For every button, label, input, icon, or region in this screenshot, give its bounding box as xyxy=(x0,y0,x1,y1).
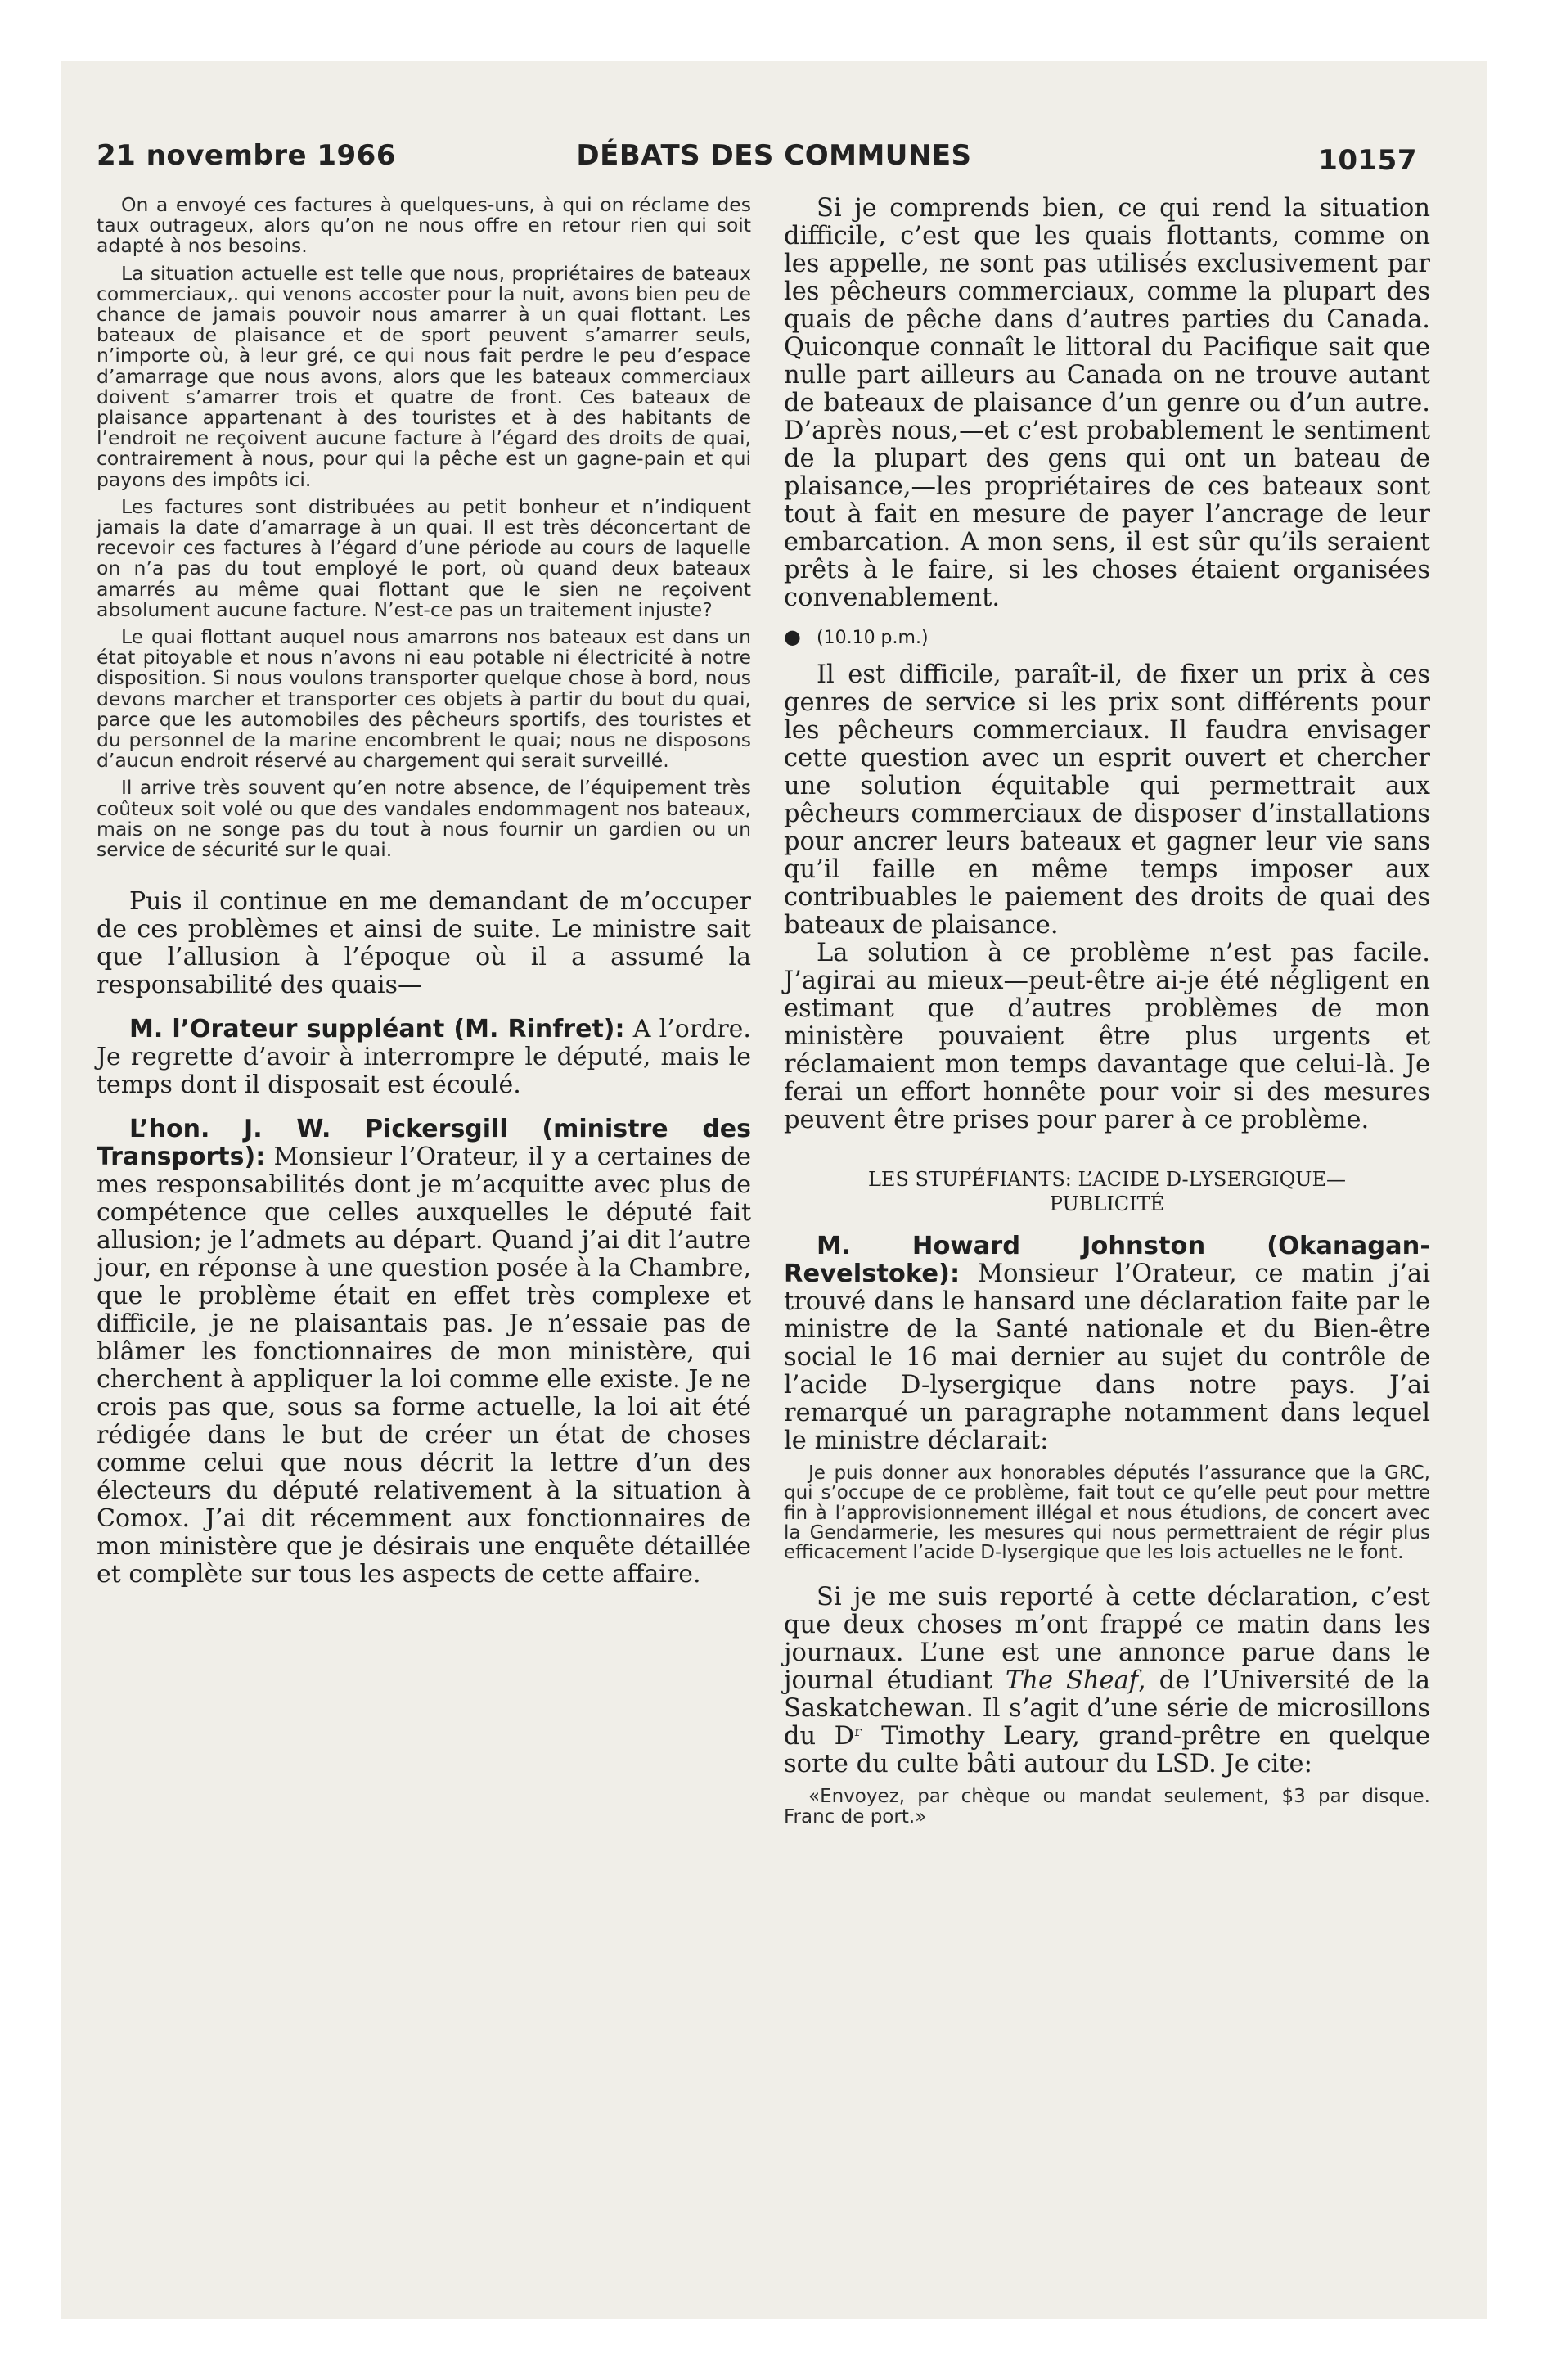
paragraph-orateur xyxy=(97,1016,751,1099)
header-title: DÉBATS DES COMMUNES xyxy=(576,139,972,172)
minister-quote: Je puis donner aux honorables députés l’assurance que la GRC, qui s’occupe de ce problème, fait tout ce qu’elle peut pour mettre fin à l’approvisionnement illégal et nous étudions, de concert avec la Gendarmerie, les mesures qui nous permettraient de régir plus efficacement l’acide D-lysergique que les lois actuelles ne le font. xyxy=(784,1463,1430,1564)
left-column xyxy=(97,195,751,1589)
section-heading-line1: LES STUPÉFIANTS: L’ACIDE D-LYSERGIQUE— xyxy=(867,1168,1347,1191)
advertisement-quote: «Envoyez, par chèque ou mandat seulement, $3 par disque. Franc de port.» xyxy=(784,1786,1430,1828)
bullet-icon: ● xyxy=(784,625,801,648)
section-heading xyxy=(784,1167,1430,1216)
speaker-pickersgill: L’hon. J. W. Pickersgill (ministre des Transports): xyxy=(97,1115,751,1172)
para-4-before: Si je me suis reporté à cette déclaration, c’est que deux choses m’ont frappé ce matin dans les journaux. L’une est une annonce parue dans le journal étudiant xyxy=(784,1583,1430,1696)
speaker-johnston: M. Howard Johnston (Okanagan-Revelstoke): xyxy=(784,1232,1430,1288)
quoted-letter-paragraph-1: On a envoyé ces factures à quelques-uns, à qui on réclame des taux outrageux, alors qu’on ne nous offre en retour rien qui soit adapté à nos besoins. xyxy=(97,193,751,258)
quoted-letter-paragraph-5: Il arrive très souvent qu’en notre absence, de l’équipement très coûteux soit volé ou que des vandales endommagent nos bateaux, mais on ne songe pas du tout à nous fournir un gardien ou un service de sécurité sur le quai. xyxy=(97,776,751,862)
right-column xyxy=(784,195,1430,1827)
timestamp-line xyxy=(784,625,1430,648)
paragraph-pickersgill xyxy=(97,1116,751,1589)
paragraph-right-4 xyxy=(784,1584,1430,1778)
header-date: 21 novembre 1966 xyxy=(97,139,396,172)
quoted-letter-paragraph-2: La situation actuelle est telle que nous, propriétaires de bateaux commerciaux,. qui venons accoster pour la nuit, avons bien peu de chance de jamais pouvoir nous amarrer à un quai flottant. Les bateaux de plaisance et de sport peuvent s’amarrer seuls, n’importe où, à leur gré, ce qui nous fait perdre le peu d’espace d’amarrage que nous avons, alors que les bateaux commerciaux doivent s’amarrer trois et quatre de front. Ces bateaux de plaisance appartenant à des touristes et à des habitants de l’endroit ne reçoivent aucune facture à l’égard des droits de quai, contrairement à nous, pour qui la pêche est un gagne-pain et qui payons des impôts ici. xyxy=(97,261,751,491)
pickersgill-text: Monsieur l’Orateur, il y a certaines de mes responsabilités dont je m’acquitte avec plus de compétence que celles auxquelles le député fait allusion; je l’admets au départ. Quand j’ai dit l’autre jour, en réponse à une question posée à la Chambre, que le problème était en effet très complexe et difficile, je ne plaisantais pas. Je n’essaie pas de blâmer les fonctionnaires de mon ministère, qui cherchent à appliquer la loi comme elle existe. Je ne crois pas que, sous sa forme actuelle, la loi ait été rédigée dans le but de créer un état de choses comme celui que nous décrit la lettre d’un des électeurs du député relativement à la situation à Comox. J’ai dit récemment aux fonctionnaires de mon ministère que je désirais une enquête détaillée et complète sur tous les aspects de cette affaire. xyxy=(97,1143,751,1589)
page-number: 10157 xyxy=(1318,144,1417,177)
paragraph-right-2: Il est difficile, paraît-il, de fixer un prix à ces genres de service si les prix sont différents pour les pêcheurs commerciaux. Il faudra envisager cette question avec un esprit ouvert et chercher une solution équitable qui permettrait aux pêcheurs commerciaux de disposer d’installations pour ancrer leurs bateaux et gagner leur vie sans qu’il faille en même temps imposer aux contribuables le paiement des droits de quai des bateaux de plaisance. xyxy=(784,660,1430,940)
timestamp: (10.10 p.m.) xyxy=(817,628,929,648)
paragraph-right-3: La solution à ce problème n’est pas facile. J’agirai au mieux—peut-être ai-je été négligent en estimant que d’autres problèmes de mon ministère pouvaient être plus urgents et réclamaient mon temps davantage que celui-là. Je ferai un effort honnête pour voir si des mesures peuvent être prises pour parer à ce problème. xyxy=(784,939,1430,1134)
paragraph-continue: Puis il continue en me demandant de m’occuper de ces problèmes et ainsi de suite. Le ministre sait que l’allusion à l’époque où il a assumé la responsabilité des quais— xyxy=(97,887,751,1000)
orateur-text: A l’ordre. Je regrette d’avoir à interrompre le député, mais le temps dont il disposait est écoulé. xyxy=(97,1015,751,1100)
section-heading-line2: PUBLICITÉ xyxy=(1049,1192,1165,1215)
paragraph-right-1: Si je comprends bien, ce qui rend la situation difficile, c’est que les quais flottants, comme on les appelle, ne sont pas utilisés exclusivement par les pêcheurs commerciaux, comme la plupart des quais de pêche dans d’autres parties du Canada. Quiconque connaît le littoral du Pacifique sait que nulle part ailleurs au Canada on ne trouve autant de bateaux de plaisance d’un genre ou d’un autre. D’après nous,—et c’est probablement le sentiment de la plupart des gens qui ont un bateau de plaisance,—les propriétaires de ces bateaux sont tout à fait en mesure de payer l’ancrage de leur embarcation. A mon sens, il est sûr qu’ils seraient prêts à le faire, si les choses étaient organisées convenablement. xyxy=(784,194,1430,612)
quoted-letter-paragraph-4: Le quai flottant auquel nous amarrons nos bateaux est dans un état pitoyable et nous n’avons ni eau potable ni électricité à notre disposition. Si nous voulons transporter quelque chose à bord, nous devons marcher et transporter ces objets à partir du bout du quai, parce que les automobiles des pêcheurs sportifs, des touristes et du personnel de la marine encombrent le quai; nous ne disposons d’aucun endroit réservé au chargement qui serait surveillé. xyxy=(97,625,751,773)
paragraph-johnston xyxy=(784,1233,1430,1455)
speaker-orateur: M. l’Orateur suppléant (M. Rinfret): xyxy=(129,1015,625,1044)
newspaper-title: The Sheaf xyxy=(1005,1666,1139,1696)
quoted-letter-paragraph-3: Les factures sont distribuées au petit bonheur et n’indiquent jamais la date d’amarrage à un quai. Il est très déconcertant de recevoir ces factures à l’égard d’une période au cours de laquelle on n’a pas du tout employé le port, où quand deux bateaux amarrés au même quai flottant que le sien ne reçoivent absolument aucune facture. N’est-ce pas un traitement injuste? xyxy=(97,494,751,621)
johnston-text: Monsieur l’Orateur, ce matin j’ai trouvé dans le hansard une déclaration faite par le ministre de la Santé nationale et du Bien-être social le 16 mai dernier au sujet du contrôle de l’acide D-lysergique dans notre pays. J’ai remarqué un paragraphe notamment dans lequel le ministre déclarait: xyxy=(784,1260,1430,1455)
para-4-after: , de l’Université de la Saskatchewan. Il s’agit d’une série de microsillons du Dʳ Timothy Leary, grand-prêtre en quelque sorte du culte bâti autour du LSD. Je cite: xyxy=(784,1666,1430,1779)
